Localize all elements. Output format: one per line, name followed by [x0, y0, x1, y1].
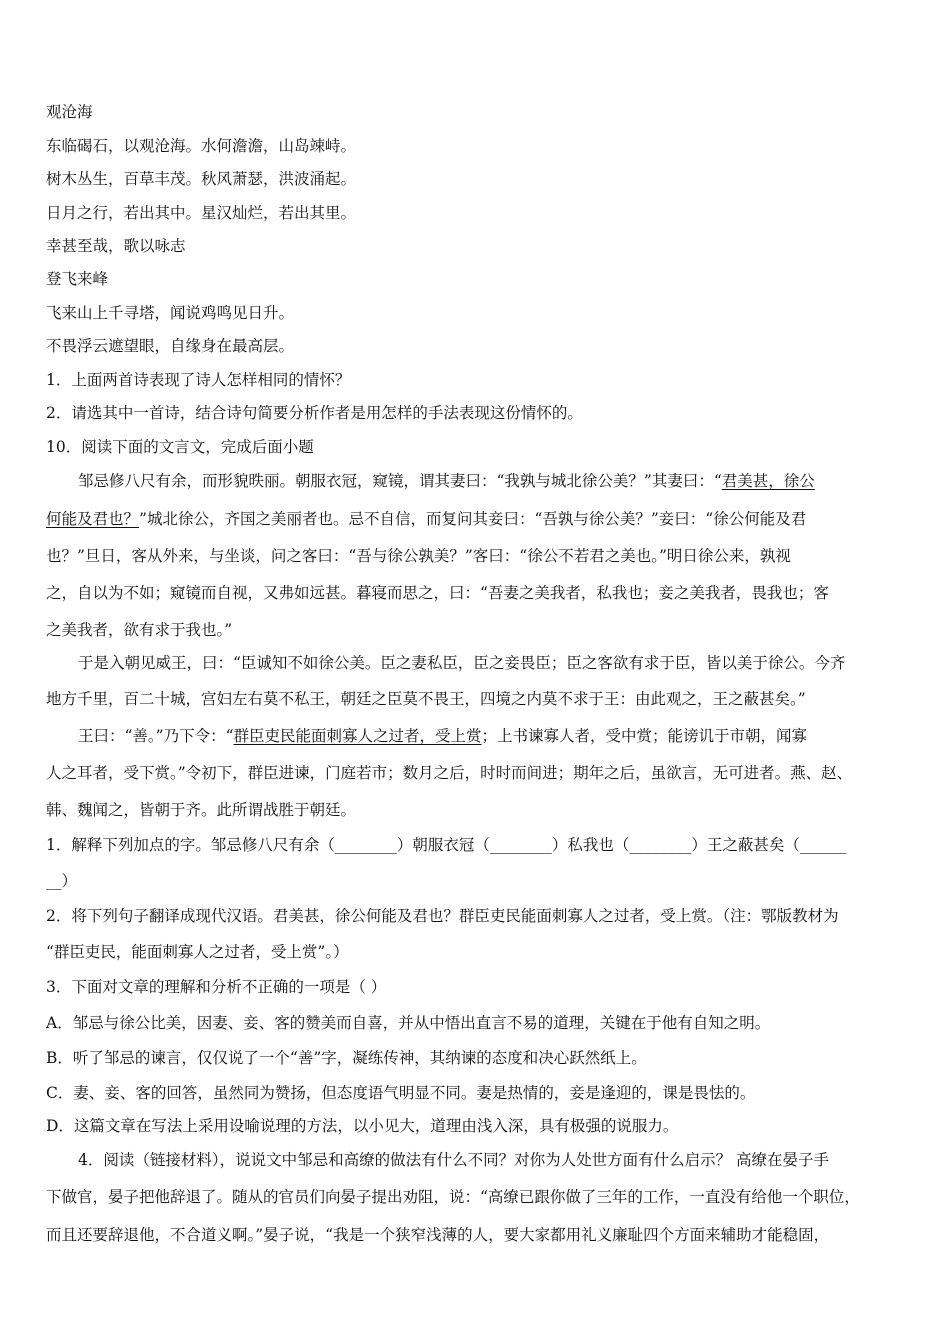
passage-line [78, 726, 904, 746]
passage-text: 王曰：“善。”乃下令：“ [78, 727, 234, 745]
poem2-line: 不畏浮云遮望眼，自缘身在最高层。 [46, 337, 295, 355]
passage-line: 于是入朝见威王，曰：“臣诚知不如徐公美。臣之妻私臣，臣之妾畏臣；臣之客欲有求于臣，皆以美于徐公。今齐 [78, 654, 846, 672]
question-3: 3．下面对文章的理解和分析不正确的一项是（ ） [46, 978, 387, 996]
option-d: D．这篇文章在写法上采用设喻说理的方法，以小见大，道理由浅入深，具有极强的说服力。 [46, 1117, 679, 1135]
passage-line: 人之耳者，受下赏。”令初下，群臣进谏，门庭若市；数月之后，时时而间进；期年之后，虽欲言，无可进者。燕、赵、 [46, 764, 853, 782]
passage-line: 地方千里，百二十城，宫妇左右莫不私王，朝廷之臣莫不畏王，四境之内莫不求于王：由此观之，王之蔽甚矣。” [46, 690, 806, 708]
question-2: 2．将下列句子翻译成现代汉语。君美甚，徐公何能及君也？群臣吏民能面刺寡人之过者，受上赏。（注：鄂版教材为 [46, 907, 839, 925]
passage-line: 韩、魏闻之，皆朝于齐。此所谓战胜于朝廷。 [46, 801, 357, 819]
poem1-line: 树木丛生，百草丰茂。秋风萧瑟，洪波涌起。 [46, 170, 357, 188]
passage-text: ”城北徐公，齐国之美丽者也。忌不自信，而复问其妾曰：“吾孰与徐公美？”妾曰：“徐公何能及君 [139, 510, 807, 528]
poem1-title: 观沧海 [46, 103, 93, 121]
option-b: B．听了邹忌的谏言，仅仅说了一个“善”字，凝练传神，其纳谏的态度和决心跃然纸上。 [46, 1049, 647, 1067]
question-2-cont: “群臣吏民，能面刺寡人之过者，受上赏”。） [46, 943, 349, 961]
passage-line: 之，自以为不如；窥镜而自视，又弗如远甚。暮寝而思之，曰：“吾妻之美我者，私我也；妾之美我者，畏我也；客 [46, 584, 829, 602]
passage-line: 也？”旦日，客从外来，与坐谈，问之客曰：“吾与徐公孰美？”客曰：“徐公不若君之美也。”明日徐公来，孰视 [46, 547, 791, 565]
poem1-line: 幸甚至哉，歌以咏志 [46, 237, 186, 255]
option-c: C．妻、妾、客的回答，虽然同为赞扬，但态度语气明显不同。妻是热情的，妾是逢迎的，课是畏怯的。 [46, 1084, 756, 1102]
passage-line [78, 471, 904, 491]
passage-text: 邹忌修八尺有余，而形貌昳丽。朝服衣冠，窥镜，谓其妻曰：“我孰与城北徐公美？”其妻曰：“ [78, 472, 722, 490]
question-4-cont: 下做官，晏子把他辞退了。随从的官员们向晏子提出劝阻，说：“高缭已跟你做了三年的工作，一直没有给他一个职位， [46, 1188, 860, 1206]
passage-line: 之美我者，欲有求于我也。” [46, 621, 233, 639]
underlined-sentence: 君美甚，徐公 [721, 472, 815, 490]
underlined-sentence: 何能及君也？ [46, 510, 140, 528]
question-4: 4．阅读（链接材料），说说文中邹忌和高缭的做法有什么不同？对你为人处世方面有什么启示？ 高缭在晏子手 [78, 1151, 830, 1169]
poem2-title: 登飞来峰 [46, 270, 109, 288]
question-10-title: 10．阅读下面的文言文，完成后面小题 [46, 438, 314, 456]
poem1-line: 日月之行，若出其中。星汉灿烂，若出其里。 [46, 204, 357, 222]
underlined-sentence: 群臣吏民能面刺寡人之过者，受上赏 [233, 727, 482, 745]
question-1-cont: __） [46, 872, 78, 890]
passage-line [46, 509, 904, 529]
poem1-line: 东临碣石，以观沧海。水何澹澹，山岛竦峙。 [46, 137, 357, 155]
passage-text: ；上书谏寡人者，受中赏；能谤讥于市朝，闻寡 [481, 727, 808, 745]
option-a: A．邹忌与徐公比美，因妻、妾、客的赞美而自喜，并从中悟出直言不易的道理，关键在于他有自知之明。 [46, 1014, 771, 1032]
poem2-line: 飞来山上千寻塔，闻说鸡鸣见日升。 [46, 304, 295, 322]
question-4-cont: 而且还要辞退他，不合道义啊。”晏子说，“我是一个狭窄浅薄的人，要大家都用礼义廉耻四个方面来辅助才能稳固， [46, 1226, 830, 1244]
poem-question-1: 1．上面两首诗表现了诗人怎样相同的情怀？ [46, 371, 351, 389]
question-1: 1．解释下列加点的字。邹忌修八尺有余（________）朝服衣冠（________）私我也（________）王之蔽甚矣（______ [46, 836, 847, 854]
poem-question-2: 2．请选其中一首诗，结合诗句简要分析作者是用怎样的手法表现这份情怀的。 [46, 404, 583, 422]
